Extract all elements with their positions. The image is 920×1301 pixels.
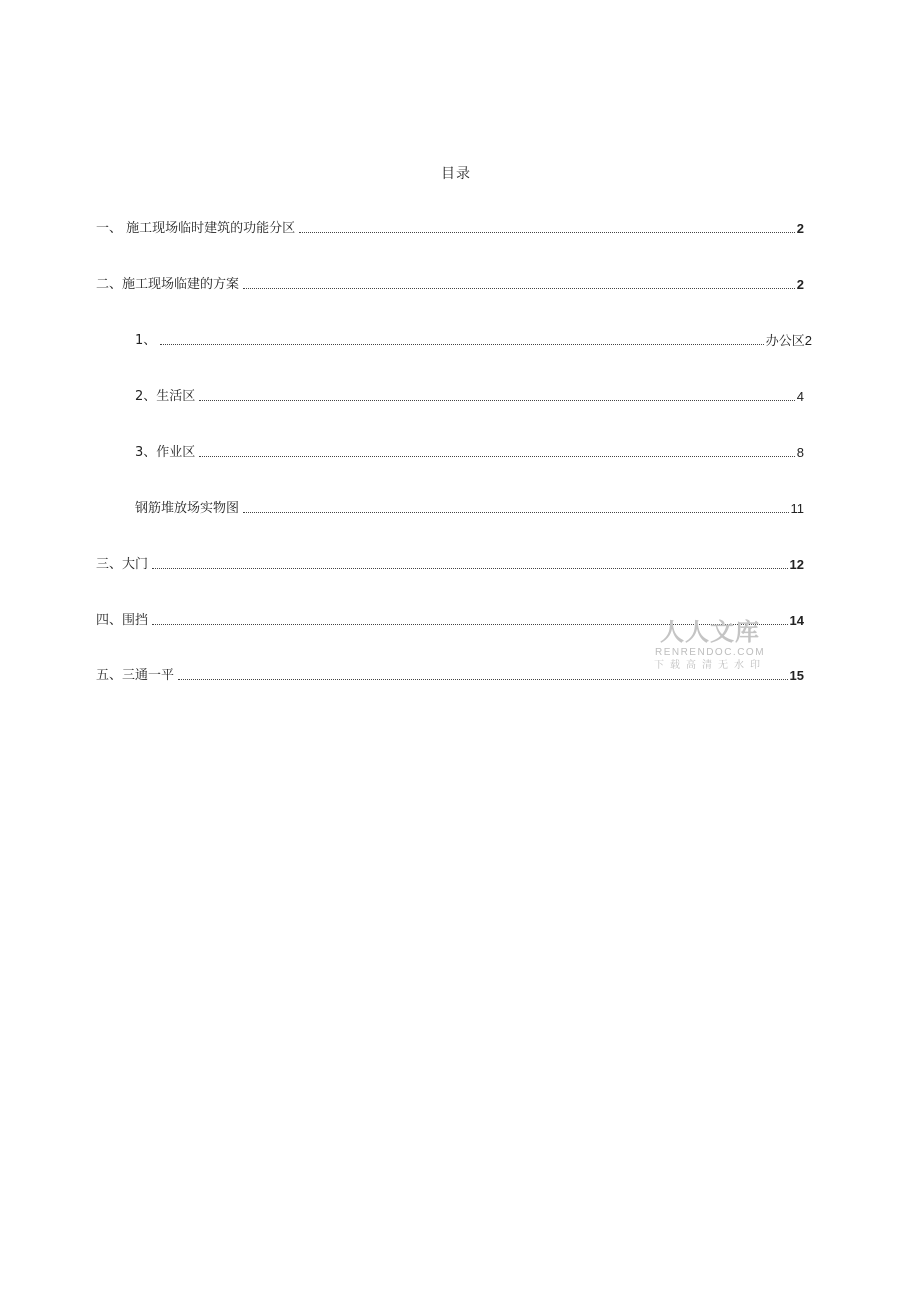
- toc-entry-label: 2、生活区: [135, 389, 196, 404]
- toc-leader-dots: [152, 624, 788, 625]
- toc-entry-label: 钢筋堆放场实物图: [135, 501, 240, 516]
- toc-entry-label: 三、大门: [96, 557, 149, 572]
- toc-leader-dots: [199, 400, 794, 401]
- toc-entry-page: 8: [796, 445, 804, 460]
- toc-entry-label: 二、施工现场临建的方案: [96, 277, 240, 292]
- toc-entry-page: 14: [789, 613, 804, 628]
- toc-entry[interactable]: [135, 388, 804, 406]
- toc-entry-page: 4: [796, 389, 804, 404]
- toc-entry-page: 15: [789, 668, 804, 683]
- toc-entry[interactable]: [135, 500, 804, 518]
- toc-entry[interactable]: [135, 444, 804, 462]
- toc-entry-page: 办公区2: [765, 333, 812, 348]
- toc-entry-label: 一、 施工现场临时建筑的功能分区: [96, 221, 296, 236]
- toc-entry-label: 1、: [135, 333, 157, 348]
- toc-leader-dots: [160, 344, 763, 345]
- toc-leader-dots: [152, 568, 788, 569]
- toc-leader-dots: [178, 679, 788, 680]
- toc-entry-label: 四、围挡: [96, 613, 149, 628]
- toc-title: 目录: [441, 166, 471, 182]
- toc-entry[interactable]: [135, 332, 812, 350]
- toc-leader-dots: [199, 456, 794, 457]
- watermark-url-text: RENRENDOC.COM: [654, 647, 766, 658]
- watermark-main-text: 人人文库: [660, 618, 760, 646]
- toc-entry[interactable]: [96, 276, 804, 294]
- toc-entry-page: 2: [796, 277, 804, 292]
- toc-entry[interactable]: [96, 556, 804, 574]
- toc-entry[interactable]: [96, 667, 804, 685]
- toc-entry[interactable]: [96, 612, 804, 630]
- toc-leader-dots: [299, 232, 795, 233]
- toc-entry-page: 11: [790, 501, 804, 516]
- toc-entry-label: 3、作业区: [135, 445, 196, 460]
- toc-entry-page: 2: [796, 221, 804, 236]
- toc-leader-dots: [243, 288, 795, 289]
- toc-leader-dots: [243, 512, 788, 513]
- toc-entry[interactable]: [96, 220, 804, 238]
- toc-entry-page: 12: [789, 557, 804, 572]
- watermark-sub-text: 下载高清无水印: [654, 660, 766, 671]
- toc-entry-label: 五、三通一平: [96, 668, 175, 683]
